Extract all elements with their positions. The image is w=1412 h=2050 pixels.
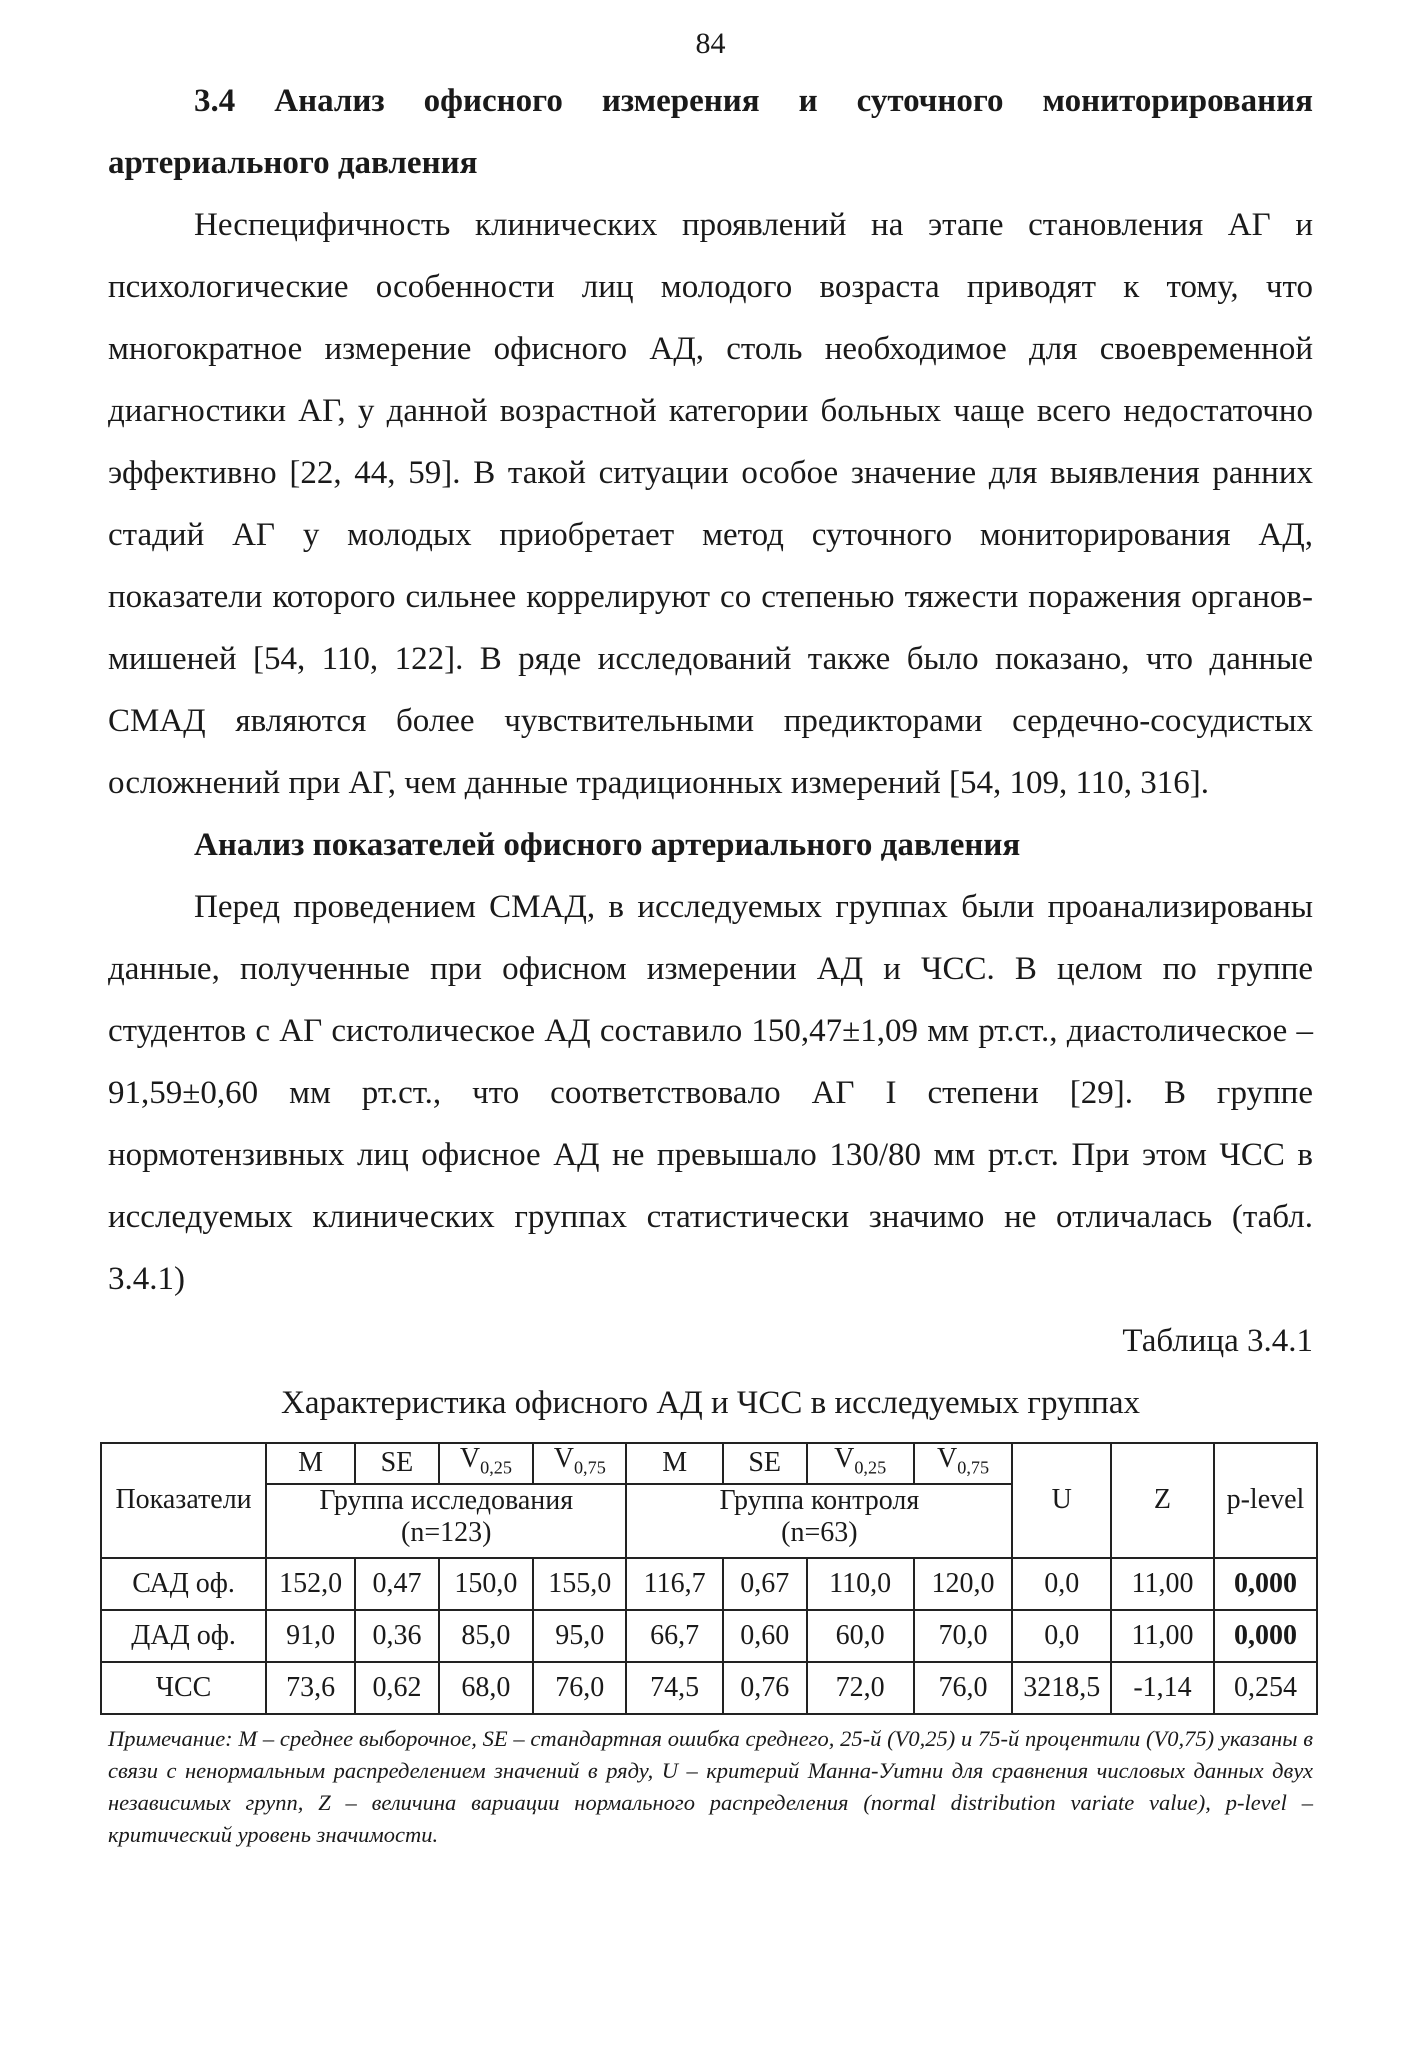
header-study-m: M	[266, 1443, 355, 1484]
header-study-v075	[533, 1443, 626, 1484]
data-table	[100, 1442, 1318, 1715]
table-note: Примечание: М – среднее выборочное, SE – стандартная ошибка среднего, 25-й (V0,25) и 75-й процентили (V0,75) указаны в связи с ненормальным распределением значений в ряду, U – критерий Манна-Уитни для сравнения числовых данных двух независимых групп, Z – величина вариации нормального распределения (normal distribution variate value), p-level – критический уровень значимости.	[108, 1725, 1313, 1847]
table-caption: Характеристика офисного АД и ЧСС в исследуемых группах	[281, 1385, 1140, 1421]
header-p-level: p-level	[1214, 1443, 1317, 1558]
document-page	[108, 20, 1313, 1851]
header-v075-subscript: 0,75	[957, 1457, 990, 1478]
header-indicator: Показатели	[101, 1443, 266, 1558]
header-v-letter: V	[459, 1443, 481, 1474]
cell: 155,0	[533, 1558, 626, 1610]
header-u: U	[1012, 1443, 1111, 1558]
cell: 150,0	[439, 1558, 533, 1610]
header-study-se: SE	[355, 1443, 439, 1484]
header-control-v025	[807, 1443, 914, 1484]
table-row	[101, 1610, 1317, 1662]
cell: 70,0	[914, 1610, 1013, 1662]
header-v025-subscript: 0,25	[854, 1457, 887, 1478]
cell: 11,00	[1111, 1558, 1214, 1610]
cell: 0,76	[723, 1662, 807, 1714]
section-title: 3.4 Анализ офисного измерения и суточного мониторирования артериального давления	[108, 83, 1313, 181]
header-control-m: M	[626, 1443, 723, 1484]
header-study-v025	[439, 1443, 533, 1484]
cell: 120,0	[914, 1558, 1013, 1610]
cell: 73,6	[266, 1662, 355, 1714]
row-name: САД оф.	[101, 1558, 266, 1610]
cell: 85,0	[439, 1610, 533, 1662]
group-study-label: Группа исследования	[319, 1484, 574, 1516]
header-control-se: SE	[723, 1443, 807, 1484]
header-v025-subscript: 0,25	[480, 1457, 512, 1478]
subheading-office-bp: Анализ показателей офисного артериального давления	[194, 827, 1021, 863]
cell: 110,0	[807, 1558, 914, 1610]
cell: 60,0	[807, 1610, 914, 1662]
cell: 0,36	[355, 1610, 439, 1662]
cell: 76,0	[533, 1662, 626, 1714]
group-control-label: Группа контроля	[719, 1484, 920, 1516]
cell: 116,7	[626, 1558, 723, 1610]
paragraph-intro: Неспецифичность клинических проявлений на этапе становления АГ и психологические особенности лиц молодого возраста приводят к тому, что многократное измерение офисного АД, столь необходимое для своевременной диагностики АГ, у данной возрастной категории больных чаще всего недостаточно эффективно [22, 44, 59]. В такой ситуации особое значение для выявления ранних стадий АГ у молодых приобретает метод суточного мониторирования АД, показатели которого сильнее коррелируют со степенью тяжести поражения органов-мишеней [54, 110, 122]. В ряде исследований также было показано, что данные СМАД являются более чувствительными предикторами сердечно-сосудистых осложнений при АГ, чем данные традиционных измерений [54, 109, 110, 316].	[108, 207, 1313, 801]
cell: 0,62	[355, 1662, 439, 1714]
cell: 95,0	[533, 1610, 626, 1662]
group-control-n: (n=63)	[781, 1516, 858, 1548]
cell: 0,0	[1012, 1610, 1111, 1662]
group-study-n: (n=123)	[401, 1516, 492, 1548]
cell: 0,60	[723, 1610, 807, 1662]
cell: -1,14	[1111, 1662, 1214, 1714]
cell-p-value: 0,254	[1214, 1662, 1317, 1714]
cell: 91,0	[266, 1610, 355, 1662]
header-z: Z	[1111, 1443, 1214, 1558]
cell: 66,7	[626, 1610, 723, 1662]
header-control-v075	[914, 1443, 1013, 1484]
cell: 72,0	[807, 1662, 914, 1714]
cell-p-value: 0,000	[1214, 1610, 1317, 1662]
cell: 11,00	[1111, 1610, 1214, 1662]
header-v-letter: V	[553, 1443, 574, 1474]
header-v-letter: V	[834, 1443, 855, 1474]
cell: 0,67	[723, 1558, 807, 1610]
header-v-letter: V	[937, 1443, 958, 1474]
header-group-study	[266, 1484, 626, 1558]
table-label: Таблица 3.4.1	[1122, 1323, 1313, 1359]
cell: 0,47	[355, 1558, 439, 1610]
table-row	[101, 1662, 1317, 1714]
page-number: 84	[695, 27, 726, 60]
cell: 0,0	[1012, 1558, 1111, 1610]
cell-p-value: 0,000	[1214, 1558, 1317, 1610]
paragraph-office-bp: Перед проведением СМАД, в исследуемых группах были проанализированы данные, полученные при офисном измерении АД и ЧСС. В целом по группе студентов с АГ систолическое АД составило 150,47±1,09 мм рт.ст., диастолическое – 91,59±0,60 мм рт.ст., что соответствовало АГ I степени [29]. В группе нормотензивных лиц офисное АД не превышало 130/80 мм рт.ст. При этом ЧСС в исследуемых клинических группах статистически значимо не отличалась (табл. 3.4.1)	[108, 889, 1313, 1297]
cell: 68,0	[439, 1662, 533, 1714]
cell: 74,5	[626, 1662, 723, 1714]
table-header-row	[101, 1443, 1317, 1484]
cell: 152,0	[266, 1558, 355, 1610]
header-v075-subscript: 0,75	[573, 1457, 606, 1478]
row-name: ДАД оф.	[101, 1610, 266, 1662]
table-row	[101, 1558, 1317, 1610]
cell: 3218,5	[1012, 1662, 1111, 1714]
cell: 76,0	[914, 1662, 1013, 1714]
row-name: ЧСС	[101, 1662, 266, 1714]
header-group-control	[626, 1484, 1012, 1558]
